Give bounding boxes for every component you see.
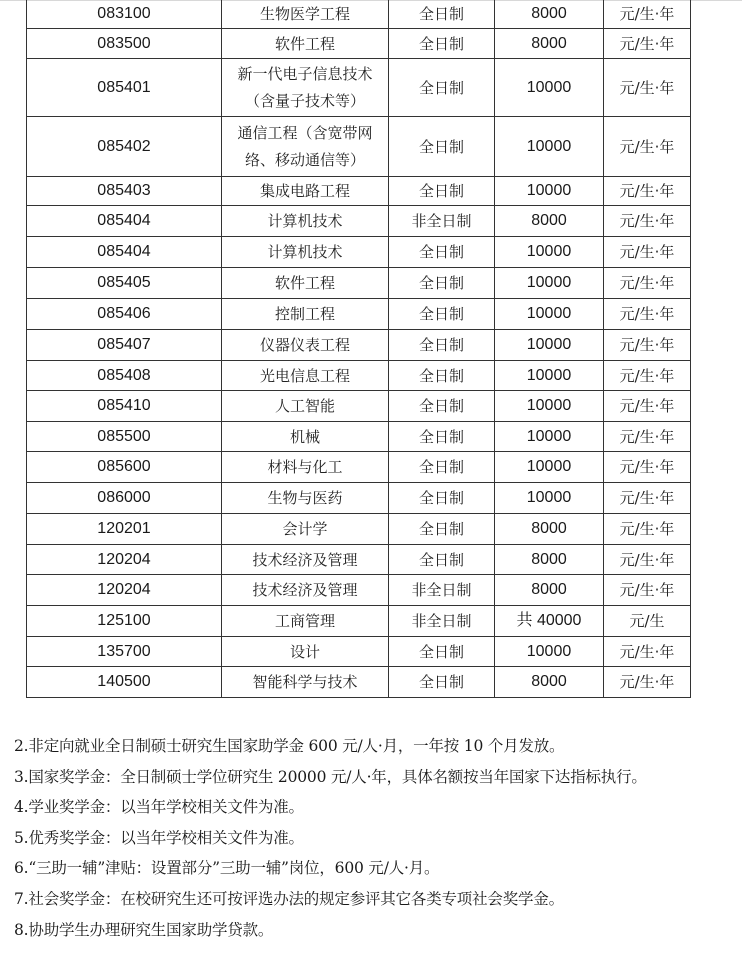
major-cell: 通信工程（含宽带网络、移动通信等） [222,117,389,177]
unit-cell: 元/生·年 [604,575,691,606]
major-cell: 材料与化工 [222,452,389,483]
unit-cell: 元/生·年 [604,667,691,698]
unit-cell: 元/生·年 [604,514,691,545]
table-row [27,361,691,391]
unit-cell: 元/生·年 [604,361,691,391]
note-item-4: 4.学业奖学金：以当年学校相关文件为准。 [14,798,304,817]
fee-cell: 10000 [495,177,604,206]
note-item-2: 2.非定向就业全日制硕士研究生国家助学金 600 元/人·月，一年按 10 个月发放。 [14,737,565,755]
study-mode-cell: 全日制 [389,29,495,59]
table-row [27,575,691,606]
fee-cell: 10000 [495,422,604,452]
table-row [27,545,691,575]
major-cell: 新一代电子信息技术（含量子技术等） [222,59,389,117]
study-mode-cell: 非全日制 [389,575,495,606]
fee-cell: 10000 [495,268,604,299]
major-cell: 仪器仪表工程 [222,330,389,361]
code-cell: 085407 [27,330,222,361]
unit-cell: 元/生·年 [604,59,691,117]
fee-cell: 8000 [495,514,604,545]
fee-cell: 10000 [495,361,604,391]
major-cell: 智能科学与技术 [222,667,389,698]
study-mode-cell: 全日制 [389,452,495,483]
code-cell: 085408 [27,361,222,391]
study-mode-cell: 全日制 [389,59,495,117]
code-cell: 085403 [27,177,222,206]
major-cell: 计算机技术 [222,206,389,237]
code-cell: 085406 [27,299,222,330]
table-row [27,206,691,237]
major-cell: 工商管理 [222,606,389,637]
code-cell: 125100 [27,606,222,637]
code-cell: 085600 [27,452,222,483]
unit-cell: 元/生·年 [604,268,691,299]
fee-cell: 8000 [495,29,604,59]
table-row [27,237,691,268]
study-mode-cell: 全日制 [389,177,495,206]
major-cell: 光电信息工程 [222,361,389,391]
tuition-fee-table [26,0,691,698]
note-item-6: 6.“三助一辅”津贴：设置部分”三助一辅”岗位，600 元/人·月。 [14,859,440,878]
code-cell: 120201 [27,514,222,545]
study-mode-cell: 全日制 [389,237,495,268]
table-row [27,637,691,667]
study-mode-cell: 全日制 [389,637,495,667]
fee-cell: 8000 [495,667,604,698]
code-cell: 085402 [27,117,222,177]
notes-list [14,731,742,945]
major-cell: 设计 [222,637,389,667]
study-mode-cell: 全日制 [389,391,495,422]
table-row [27,268,691,299]
major-cell: 会计学 [222,514,389,545]
code-cell: 085405 [27,268,222,299]
study-mode-cell: 全日制 [389,330,495,361]
major-cell: 生物与医药 [222,483,389,514]
unit-cell: 元/生·年 [604,117,691,177]
unit-cell: 元/生·年 [604,545,691,575]
fee-cell: 8000 [495,206,604,237]
table-row [27,330,691,361]
table-row [27,0,691,29]
table-row [27,422,691,452]
note-item-8: 8.协助学生办理研究生国家助学贷款。 [14,920,274,939]
code-cell: 085401 [27,59,222,117]
table-row [27,59,691,117]
unit-cell: 元/生·年 [604,0,691,29]
study-mode-cell: 全日制 [389,483,495,514]
unit-cell: 元/生·年 [604,452,691,483]
fee-cell: 8000 [495,575,604,606]
fee-table-body [27,0,691,698]
fee-cell: 10000 [495,483,604,514]
fee-cell: 10000 [495,637,604,667]
note-item-5: 5.优秀奖学金：以当年学校相关文件为准。 [14,828,304,847]
study-mode-cell: 全日制 [389,545,495,575]
major-cell: 软件工程 [222,268,389,299]
code-cell: 085410 [27,391,222,422]
fee-cell: 10000 [495,237,604,268]
code-cell: 085404 [27,237,222,268]
code-cell: 085404 [27,206,222,237]
major-cell: 集成电路工程 [222,177,389,206]
table-row [27,483,691,514]
unit-cell: 元/生 [604,606,691,637]
major-cell: 机械 [222,422,389,452]
major-cell: 控制工程 [222,299,389,330]
table-row [27,29,691,59]
table-row [27,514,691,545]
major-cell: 人工智能 [222,391,389,422]
table-row [27,299,691,330]
unit-cell: 元/生·年 [604,483,691,514]
study-mode-cell: 全日制 [389,422,495,452]
study-mode-cell: 非全日制 [389,606,495,637]
study-mode-cell: 全日制 [389,268,495,299]
code-cell: 135700 [27,637,222,667]
code-cell: 086000 [27,483,222,514]
fee-cell: 8000 [495,0,604,29]
table-row [27,606,691,637]
code-cell: 140500 [27,667,222,698]
unit-cell: 元/生·年 [604,391,691,422]
fee-cell: 8000 [495,545,604,575]
code-cell: 120204 [27,545,222,575]
fee-cell: 10000 [495,59,604,117]
study-mode-cell: 全日制 [389,299,495,330]
code-cell: 083500 [27,29,222,59]
table-row [27,117,691,177]
code-cell: 120204 [27,575,222,606]
unit-cell: 元/生·年 [604,422,691,452]
fee-cell: 共 40000 [495,606,604,637]
table-row [27,177,691,206]
unit-cell: 元/生·年 [604,237,691,268]
study-mode-cell: 全日制 [389,361,495,391]
study-mode-cell: 全日制 [389,117,495,177]
fee-cell: 10000 [495,452,604,483]
unit-cell: 元/生·年 [604,177,691,206]
note-item-3: 3.国家奖学金：全日制硕士学位研究生 20000 元/人·年，具体名额按当年国家下达指标执行。 [14,767,647,786]
major-cell: 生物医学工程 [222,0,389,29]
major-cell: 技术经济及管理 [222,545,389,575]
code-cell: 083100 [27,0,222,29]
major-cell: 技术经济及管理 [222,575,389,606]
table-row [27,452,691,483]
unit-cell: 元/生·年 [604,29,691,59]
major-cell: 计算机技术 [222,237,389,268]
table-row [27,391,691,422]
code-cell: 085500 [27,422,222,452]
fee-cell: 10000 [495,330,604,361]
unit-cell: 元/生·年 [604,330,691,361]
study-mode-cell: 全日制 [389,667,495,698]
table-row [27,667,691,698]
major-cell: 软件工程 [222,29,389,59]
study-mode-cell: 非全日制 [389,206,495,237]
fee-cell: 10000 [495,299,604,330]
study-mode-cell: 全日制 [389,514,495,545]
fee-cell: 10000 [495,117,604,177]
fee-cell: 10000 [495,391,604,422]
study-mode-cell: 全日制 [389,0,495,29]
note-item-7: 7.社会奖学金：在校研究生还可按评选办法的规定参评其它各类专项社会奖学金。 [14,889,564,908]
unit-cell: 元/生·年 [604,637,691,667]
unit-cell: 元/生·年 [604,299,691,330]
unit-cell: 元/生·年 [604,206,691,237]
